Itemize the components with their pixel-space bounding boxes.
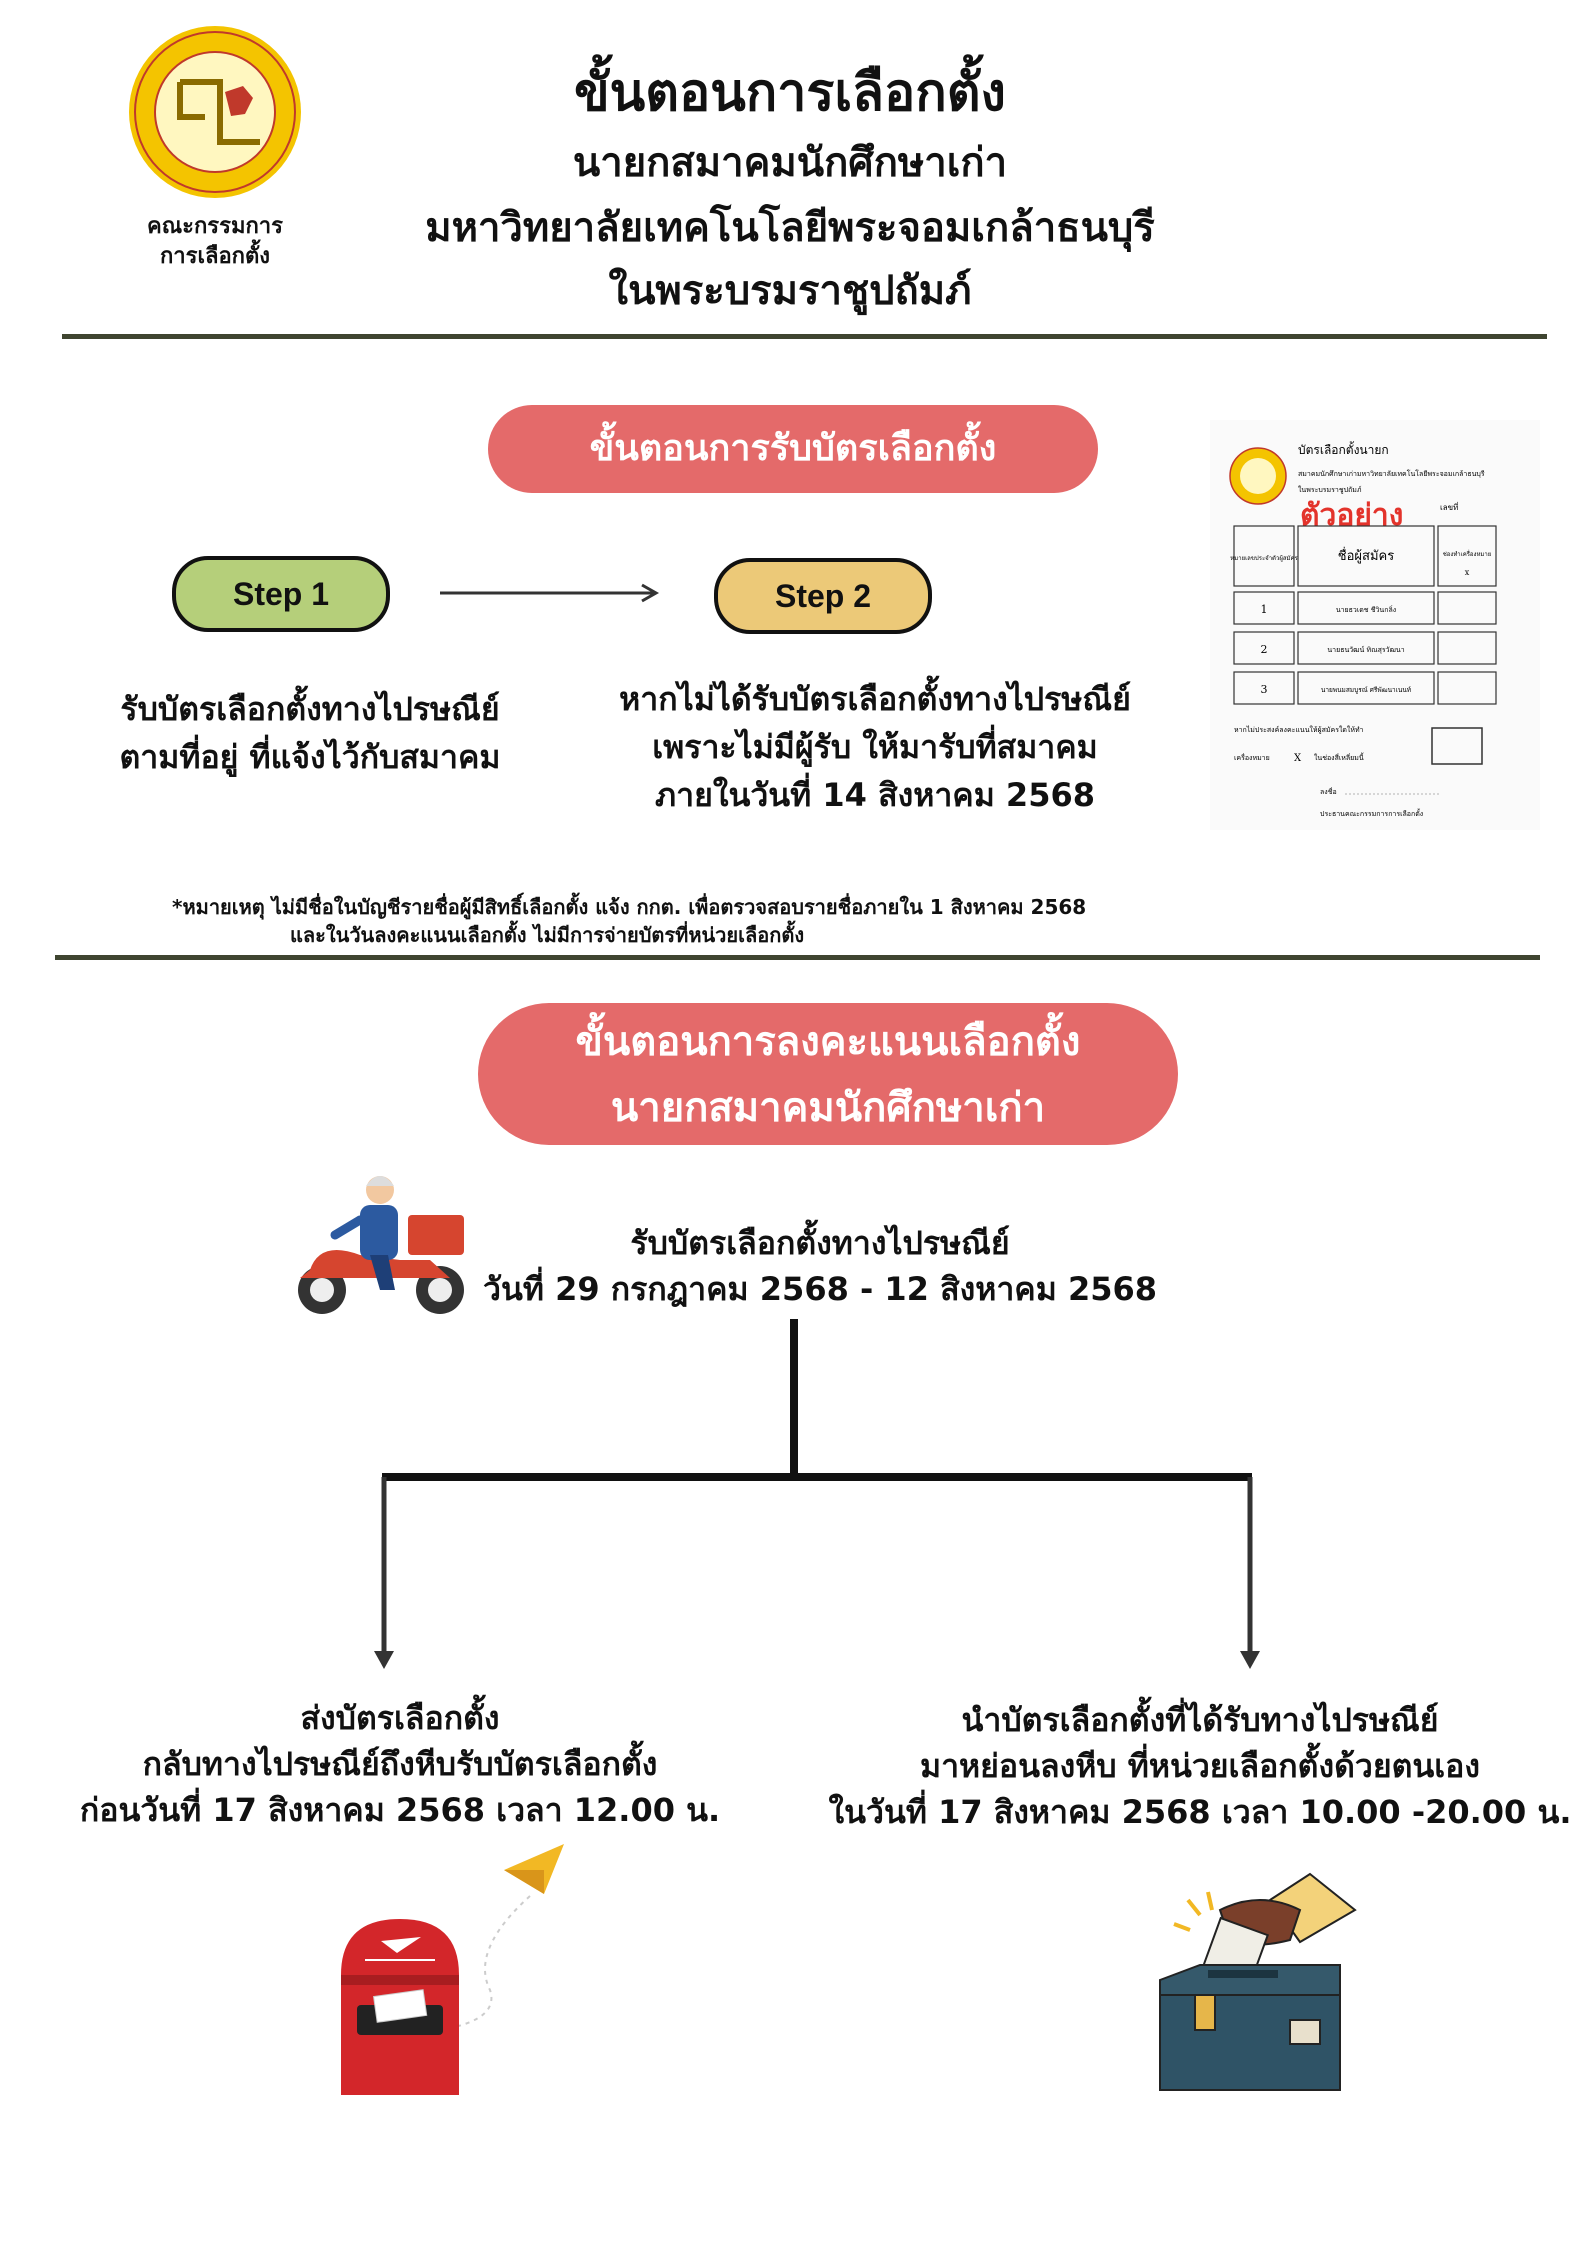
title-line-2: นายกสมาคมนักศึกษาเก่า bbox=[572, 140, 1008, 186]
step1-description bbox=[50, 685, 570, 781]
section2-heading-line-2: นายกสมาคมนักศึกษาเก่า bbox=[610, 1085, 1046, 1131]
remark-line-2: และในวันลงคะแนนเลือกตั้ง ไม่มีการจ่ายบัตรที่หน่วยเลือกตั้ง bbox=[290, 923, 805, 947]
postman-motorcycle-icon bbox=[280, 1160, 480, 1320]
sample-stamp: ตัวอย่าง bbox=[1300, 498, 1404, 533]
mailbox-icon bbox=[335, 1915, 465, 2100]
sign-title: ประธานคณะกรรมการการเลือกตั้ง bbox=[1320, 810, 1424, 818]
row-2-number: 2 bbox=[1260, 643, 1268, 656]
ballot-heading: บัตรเลือกตั้งนายก bbox=[1298, 443, 1389, 457]
step2-line-1: หากไม่ได้รับบัตรเลือกตั้งทางไปรษณีย์ bbox=[619, 680, 1131, 718]
row-3-name: นายพนมสมบูรณ์ ศรีพัฒนาเนนท์ bbox=[1320, 686, 1412, 694]
step2-line-2: เพราะไม่มีผู้รับ ให้มารับที่สมาคม bbox=[652, 728, 1098, 766]
step2-line-3: ภายในวันที่ 14 สิงหาคม 2568 bbox=[655, 776, 1095, 814]
committee-line-1: คณะกรรมการ bbox=[147, 214, 283, 239]
left-line-3: ก่อนวันที่ 17 สิงหาคม 2568 เวลา 12.00 น. bbox=[79, 1791, 721, 1829]
step2-badge: Step 2 bbox=[714, 558, 932, 634]
divider-middle bbox=[55, 955, 1540, 960]
association-logo bbox=[125, 22, 305, 202]
ballot-subheading-2: ในพระบรมราชูปถัมภ์ bbox=[1298, 486, 1362, 494]
abstain-line-1: หากไม่ประสงค์ลงคะแนนให้ผู้สมัครใดให้ทำ bbox=[1234, 726, 1364, 734]
mail-receive-info bbox=[470, 1220, 1170, 1312]
divider-top bbox=[62, 334, 1547, 339]
page-title: ขั้นตอนการเลือกตั้ง bbox=[574, 63, 1006, 123]
section2-heading-line-1: ขั้นตอนการลงคะแนนเลือกตั้ง bbox=[575, 1019, 1081, 1065]
col-mark-header: ช่องทำเครื่องหมาย bbox=[1442, 551, 1492, 558]
ballot-subheading: สมาคมนักศึกษาเก่ามหาวิทยาลัยเทคโนโลยีพระจอมเกล้าธนบุรี bbox=[1298, 470, 1485, 478]
step1-line-2: ตามที่อยู่ ที่แจ้งไว้กับสมาคม bbox=[119, 738, 501, 776]
step1-badge: Step 1 bbox=[172, 556, 390, 632]
left-line-1: ส่งบัตรเลือกตั้ง bbox=[300, 1699, 500, 1737]
ballot-sample bbox=[1210, 420, 1540, 830]
row-3-number: 3 bbox=[1260, 683, 1268, 696]
remark-line-1: *หมายเหตุ ไม่มีชื่อในบัญชีรายชื่อผู้มีสิทธิ์เลือกตั้ง แจ้ง กกต. เพื่อตรวจสอบรายชื่อภายใน 1 สิงหาคม 2568 bbox=[172, 895, 1087, 919]
col-name-header: ชื่อผู้สมัคร bbox=[1337, 549, 1395, 564]
committee-line-2: การเลือกตั้ง bbox=[159, 244, 271, 269]
right-line-3: ในวันที่ 17 สิงหาคม 2568 เวลา 10.00 -20.00 น. bbox=[828, 1793, 1572, 1831]
section2-heading bbox=[478, 1003, 1178, 1145]
right-line-1: นำบัตรเลือกตั้งที่ได้รับทางไปรษณีย์ bbox=[961, 1701, 1439, 1739]
section1-heading: ขั้นตอนการรับบัตรเลือกตั้ง bbox=[488, 405, 1098, 493]
left-line-2: กลับทางไปรษณีย์ถึงหีบรับบัตรเลือกตั้ง bbox=[142, 1745, 658, 1783]
step-arrow bbox=[436, 578, 666, 608]
row-1-number: 1 bbox=[1260, 603, 1268, 616]
row-2-name: นายธนวัฒน์ ทิณสุรวัฒนา bbox=[1327, 646, 1405, 654]
send-by-mail-info bbox=[50, 1695, 750, 1833]
title-line-3: มหาวิทยาลัยเทคโนโลยีพระจอมเกล้าธนบุรี bbox=[425, 205, 1155, 251]
sign-label: ลงชื่อ bbox=[1320, 788, 1337, 796]
mail-line-1: รับบัตรเลือกตั้งทางไปรษณีย์ bbox=[630, 1224, 1010, 1262]
step2-description bbox=[580, 675, 1170, 819]
ballot-box-icon bbox=[1140, 1870, 1360, 2095]
vote-in-person-info bbox=[820, 1697, 1580, 1835]
title-line-4: ในพระบรมราชูปถัมภ์ bbox=[608, 268, 972, 314]
right-line-2: มาหย่อนลงหีบ ที่หน่วยเลือกตั้งด้วยตนเอง bbox=[919, 1747, 1481, 1785]
committee-label bbox=[125, 212, 305, 272]
col-mark-x: x bbox=[1464, 568, 1470, 577]
row-1-name: นายธวเดช ชีวินกลิ่ง bbox=[1335, 606, 1397, 614]
col-number-header: หมายเลขประจำตัวผู้สมัคร bbox=[1230, 555, 1298, 562]
remark-note bbox=[172, 893, 1272, 949]
ballot-number-label: เลขที่ bbox=[1440, 503, 1459, 512]
mail-line-2: วันที่ 29 กรกฎาคม 2568 - 12 สิงหาคม 2568 bbox=[483, 1270, 1157, 1308]
abstain-mark: X bbox=[1294, 753, 1302, 764]
step1-line-1: รับบัตรเลือกตั้งทางไปรษณีย์ bbox=[120, 690, 500, 728]
flow-connector bbox=[370, 1315, 1270, 1675]
abstain-line-3: ในช่องสี่เหลี่ยมนี้ bbox=[1314, 754, 1364, 762]
abstain-line-2: เครื่องหมาย bbox=[1234, 754, 1270, 762]
